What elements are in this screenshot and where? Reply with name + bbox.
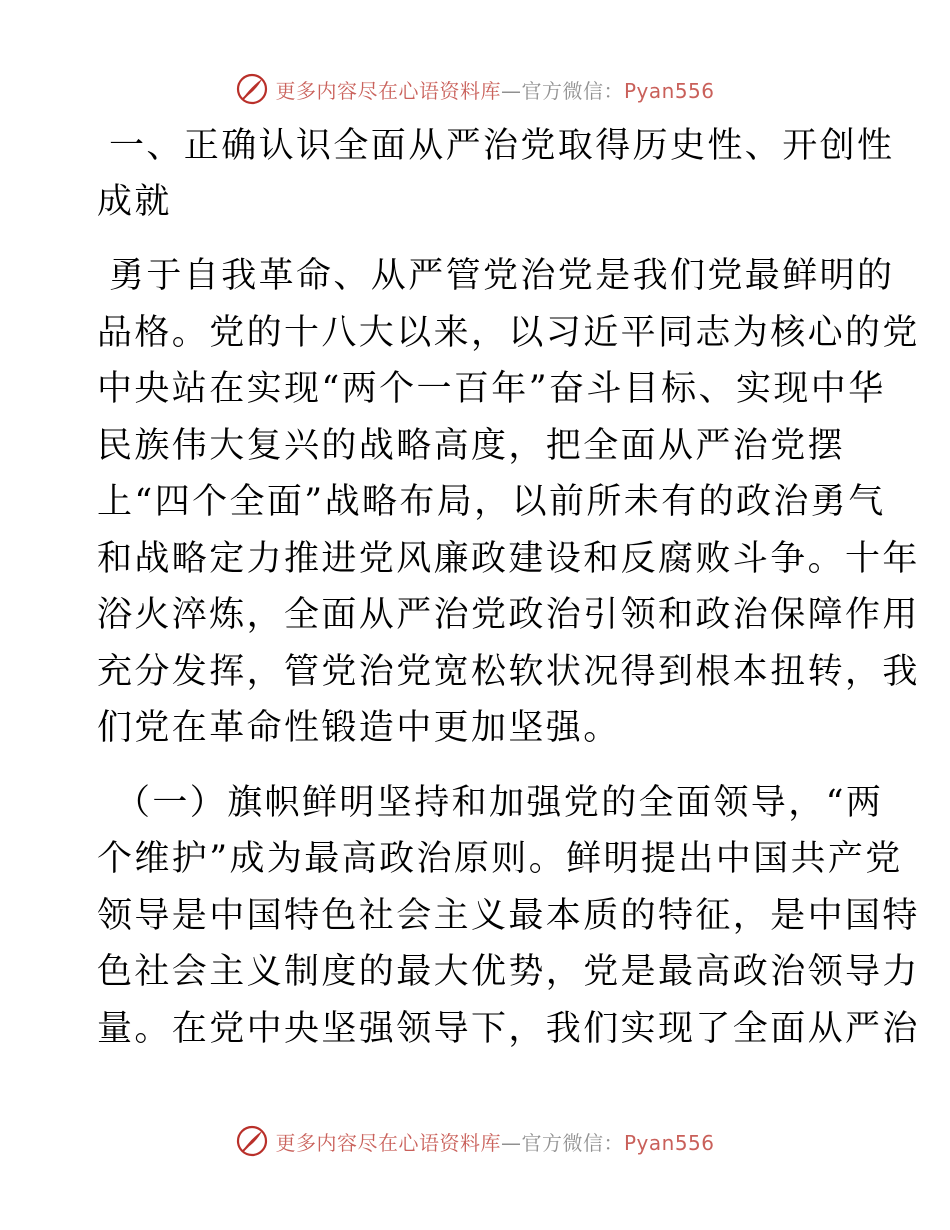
paragraph-line: 量。在党中央坚强领导下，我们实现了全面从严治: [97, 1008, 920, 1049]
paragraph-2: [97, 775, 920, 1058]
watermark-account: Pyan556: [623, 78, 715, 103]
watermark-account: Pyan556: [623, 1130, 715, 1155]
paragraph-line: 中央站在实现“两个一百年”奋斗目标、实现中华: [97, 369, 886, 409]
heading-line: 成就: [97, 182, 172, 222]
feather-pen-logo-icon: [235, 72, 269, 106]
paragraph-line: 浴火淬炼，全面从严治党政治引领和政治保障作用: [97, 595, 920, 635]
paragraph-line: 个维护”成为最高政治原则。鲜明提出中国共产党: [97, 839, 903, 879]
paragraph-line: 品格。党的十八大以来，以习近平同志为核心的党: [97, 312, 920, 353]
footer-watermark: [0, 1124, 950, 1158]
header-watermark: [0, 72, 950, 106]
paragraph-line: 们党在革命性锻造中更加坚强。: [97, 708, 621, 748]
watermark-label: 官方微信：: [521, 1130, 624, 1155]
paragraph-line: 充分发挥，管党治党宽松软状况得到根本扭转，我: [97, 651, 920, 692]
paragraph-line: 上“四个全面”战略布局，以前所未有的政治勇气: [97, 482, 886, 522]
feather-pen-logo-icon: [235, 1124, 269, 1158]
watermark-text: [275, 75, 714, 104]
document-body: [97, 118, 920, 1057]
watermark-dash: —: [500, 1130, 522, 1155]
watermark-site: 更多内容尽在心语资料库: [275, 1130, 501, 1155]
watermark-label: 官方微信：: [521, 78, 624, 103]
paragraph-line: 领导是中国特色社会主义最本质的特征，是中国特: [97, 895, 920, 936]
watermark-site: 更多内容尽在心语资料库: [275, 78, 501, 103]
watermark-dash: —: [500, 78, 522, 103]
paragraph-line: （一）旗帜鲜明坚持和加强党的全面领导，“两: [115, 782, 884, 823]
paragraph-1: [97, 248, 920, 757]
section-heading: [97, 118, 895, 230]
paragraph-line: 民族伟大复兴的战略高度，把全面从严治党摆: [97, 425, 846, 466]
paragraph-line: 勇于自我革命、从严管党治党是我们党最鲜明的: [109, 256, 895, 296]
watermark-text: [275, 1127, 714, 1156]
heading-line: 一、正确认识全面从严治党取得历史性、开创性: [109, 126, 895, 166]
paragraph-line: 和战略定力推进党风廉政建设和反腐败斗争。十年: [97, 538, 920, 579]
paragraph-line: 色社会主义制度的最大优势，党是最高政治领导力: [97, 952, 920, 992]
